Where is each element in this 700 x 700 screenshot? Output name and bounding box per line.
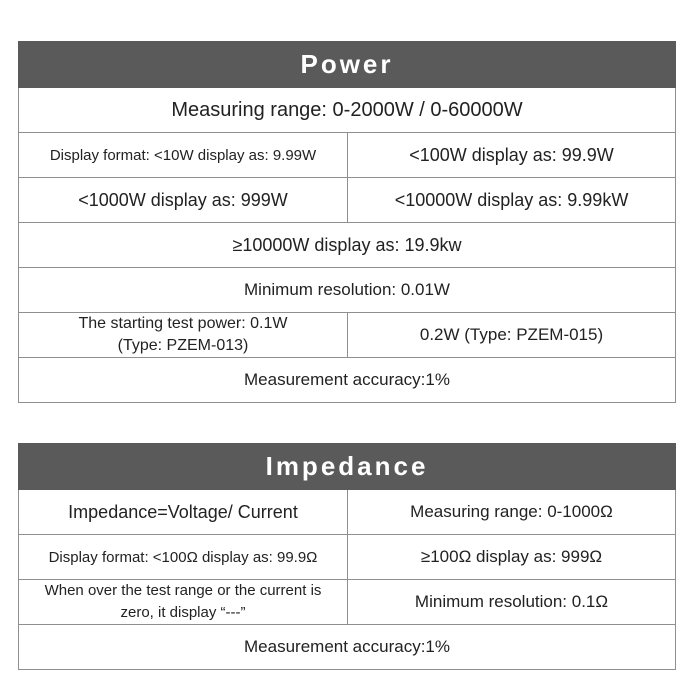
impedance-measurement-accuracy: Measurement accuracy:1%	[19, 625, 676, 670]
impedance-display-format-over-100: ≥100Ω display as: 999Ω	[348, 535, 676, 580]
power-display-format-10w: Display format: <10W display as: 9.99W	[19, 133, 348, 178]
power-measurement-accuracy: Measurement accuracy:1%	[19, 358, 676, 403]
power-spec-table	[18, 41, 676, 403]
impedance-over-range-line1: When over the test range or the current is	[44, 582, 322, 599]
power-starting-test-power	[19, 313, 348, 358]
impedance-title: Impedance	[19, 444, 676, 490]
impedance-minimum-resolution: Minimum resolution: 0.1Ω	[348, 580, 676, 625]
impedance-over-range-line2: zero, it display “---”	[120, 604, 246, 621]
impedance-measuring-range: Measuring range: 0-1000Ω	[348, 490, 676, 535]
power-display-format-1000w: <1000W display as: 999W	[19, 178, 348, 223]
power-display-format-over-10000w: ≥10000W display as: 19.9kw	[19, 223, 676, 268]
power-starting-test-power-type: (Type: PZEM-013)	[117, 337, 249, 354]
power-measuring-range: Measuring range: 0-2000W / 0-60000W	[19, 88, 676, 133]
impedance-spec-table	[18, 443, 676, 670]
power-display-format-10000w: <10000W display as: 9.99kW	[348, 178, 676, 223]
power-display-format-100w: <100W display as: 99.9W	[348, 133, 676, 178]
power-starting-test-power-alt: 0.2W (Type: PZEM-015)	[348, 313, 676, 358]
power-title: Power	[19, 42, 676, 88]
impedance-over-range-note	[19, 580, 348, 625]
power-minimum-resolution: Minimum resolution: 0.01W	[19, 268, 676, 313]
impedance-display-format-under-100: Display format: <100Ω display as: 99.9Ω	[19, 535, 348, 580]
impedance-formula: Impedance=Voltage/ Current	[19, 490, 348, 535]
power-starting-test-power-value: The starting test power: 0.1W	[78, 315, 288, 332]
